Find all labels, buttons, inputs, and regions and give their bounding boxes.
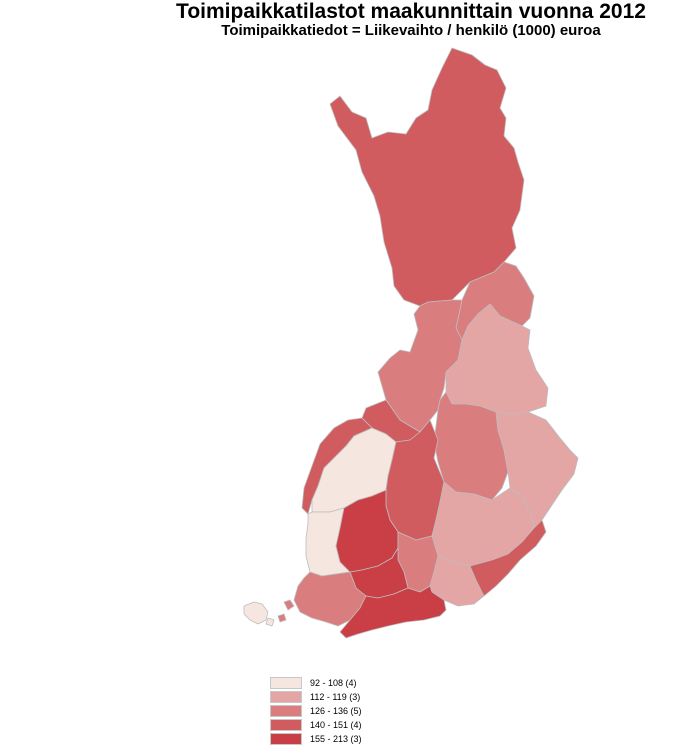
map-subtitle: Toimipaikkatiedot = Liikevaihto / henkilö (1000) euroa <box>221 22 601 39</box>
legend-item <box>270 676 362 690</box>
legend-swatch <box>270 677 302 689</box>
legend-item <box>270 718 362 732</box>
legend-item <box>270 690 362 704</box>
region-aland[interactable] <box>244 602 268 624</box>
legend-label: 140 - 151 (4) <box>310 720 362 730</box>
legend-item <box>270 704 362 718</box>
map-legend <box>270 676 362 746</box>
legend-swatch <box>270 691 302 703</box>
legend-swatch <box>270 733 302 745</box>
legend-label: 126 - 136 (5) <box>310 706 362 716</box>
legend-swatch <box>270 705 302 717</box>
map-title: Toimipaikkatilastot maakunnittain vuonna 2012 <box>176 0 646 23</box>
legend-item <box>270 732 362 746</box>
legend-label: 92 - 108 (4) <box>310 678 357 688</box>
region-archipelago-islet <box>284 600 294 610</box>
region-archipelago-islet <box>266 618 274 626</box>
legend-swatch <box>270 719 302 731</box>
region-lapland[interactable] <box>330 48 524 306</box>
region-archipelago-islet <box>278 614 286 622</box>
legend-label: 155 - 213 (3) <box>310 734 362 744</box>
legend-label: 112 - 119 (3) <box>310 692 361 702</box>
